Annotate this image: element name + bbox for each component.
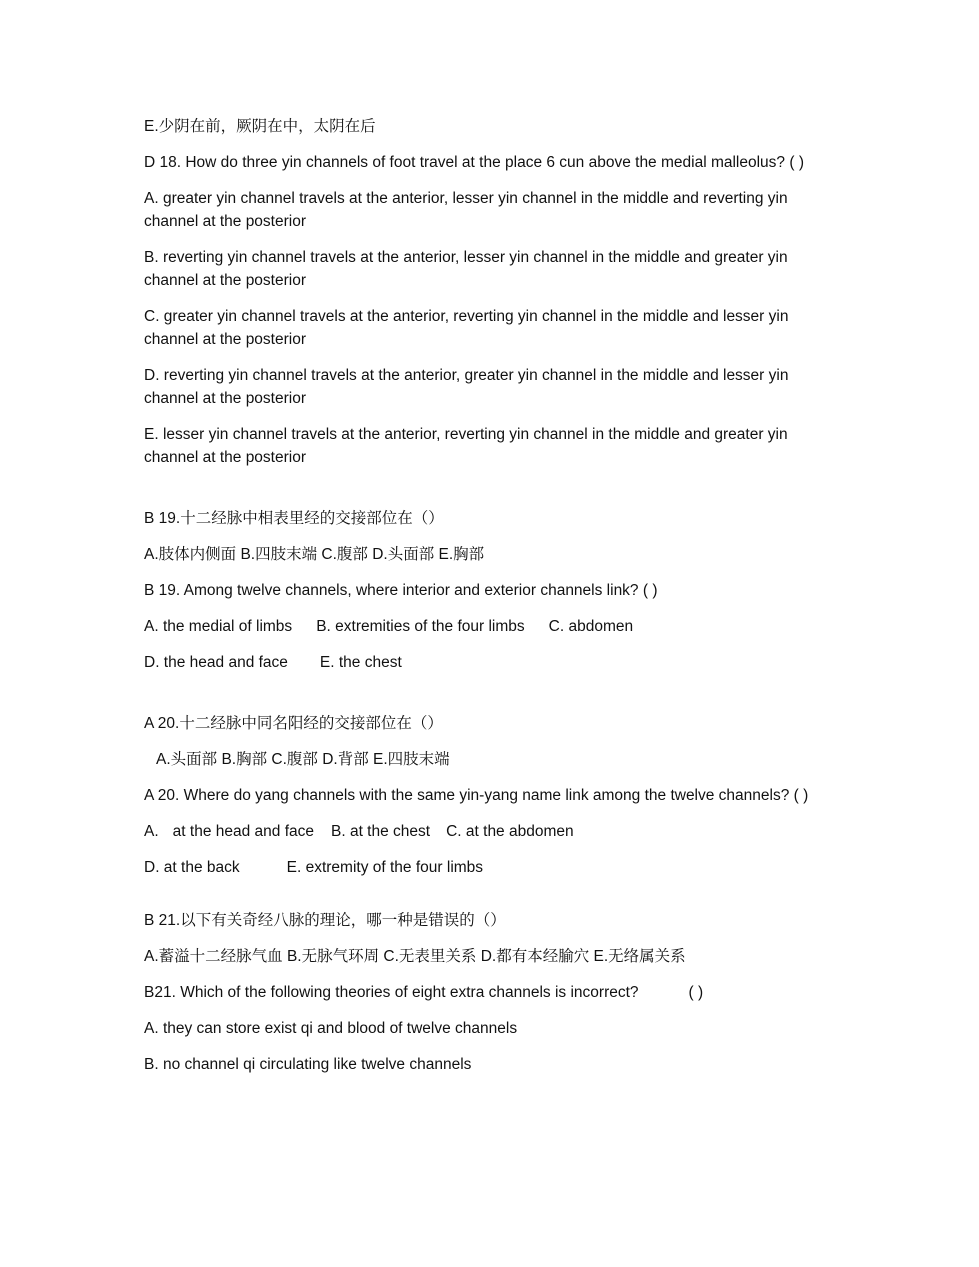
question-20-chinese: A 20.十二经脉中同名阳经的交接部位在（） bbox=[144, 715, 443, 732]
option-c: C. abdomen bbox=[548, 618, 634, 635]
option-d: D. at the back bbox=[144, 859, 240, 876]
option-b: B. reverting yin channel travels at the anterior, lesser yin channel in the middle and greater yin channel at the posterior bbox=[144, 249, 788, 289]
question-20-english: A 20. Where do yang channels with the same yin-yang name link among the twelve channels? ( ) bbox=[144, 787, 809, 804]
option-a: A. the medial of limbs bbox=[144, 618, 293, 635]
option-a: at the head and face bbox=[172, 823, 314, 840]
option-d: D. reverting yin channel travels at the anterior, greater yin channel in the middle and lesser yin channel at the posterior bbox=[144, 367, 789, 407]
option-a: A. they can store exist qi and blood of twelve channels bbox=[144, 1020, 518, 1037]
options-19-row-2 bbox=[144, 651, 844, 674]
options-21-chinese: A.蓄溢十二经脉气血 B.无脉气环周 C.无表里关系 D.都有本经腧穴 E.无络属关系 bbox=[144, 948, 686, 965]
options-19-row-1 bbox=[144, 615, 844, 638]
answer-parentheses: ( ) bbox=[688, 984, 704, 1001]
option-b: B. no channel qi circulating like twelve channels bbox=[144, 1056, 472, 1073]
option-e-chinese: E.少阴在前，厥阴在中，太阴在后 bbox=[144, 118, 376, 135]
option-e: E. the chest bbox=[319, 654, 402, 671]
options-20-chinese: A.头面部 B.胸部 C.腹部 D.背部 E.四肢末端 bbox=[156, 751, 450, 768]
option-a: A. greater yin channel travels at the anterior, lesser yin channel in the middle and reverting yin channel at the posterior bbox=[144, 190, 788, 230]
options-19-chinese: A.肢体内侧面 B.四肢末端 C.腹部 D.头面部 E.胸部 bbox=[144, 546, 485, 563]
option-e: E. lesser yin channel travels at the anterior, reverting yin channel in the middle and greater yin channel at the posterior bbox=[144, 426, 788, 466]
question-19-chinese: B 19.十二经脉中相表里经的交接部位在（） bbox=[144, 510, 444, 527]
question-21-chinese: B 21.以下有关奇经八脉的理论，哪一种是错误的（） bbox=[144, 912, 506, 929]
option-b: B. extremities of the four limbs bbox=[316, 618, 525, 635]
option-c: C. at the abdomen bbox=[446, 823, 574, 840]
question-18-english: D 18. How do three yin channels of foot travel at the place 6 cun above the medial malleolus? ( ) bbox=[144, 154, 804, 171]
option-c: C. greater yin channel travels at the anterior, reverting yin channel in the middle and lesser yin channel at the posterior bbox=[144, 308, 789, 348]
option-b: B. at the chest bbox=[331, 823, 431, 840]
option-e: E. extremity of the four limbs bbox=[286, 859, 484, 876]
document-body bbox=[144, 115, 844, 1089]
question-21-text: B21. Which of the following theories of eight extra channels is incorrect? bbox=[144, 984, 639, 1001]
question-21-english bbox=[144, 981, 844, 1004]
option-a-letter: A. bbox=[144, 823, 159, 840]
options-20-row-2 bbox=[144, 856, 844, 879]
question-19-english: B 19. Among twelve channels, where interior and exterior channels link? ( ) bbox=[144, 582, 658, 599]
option-d: D. the head and face bbox=[144, 654, 288, 671]
options-20-row-1 bbox=[144, 820, 844, 843]
